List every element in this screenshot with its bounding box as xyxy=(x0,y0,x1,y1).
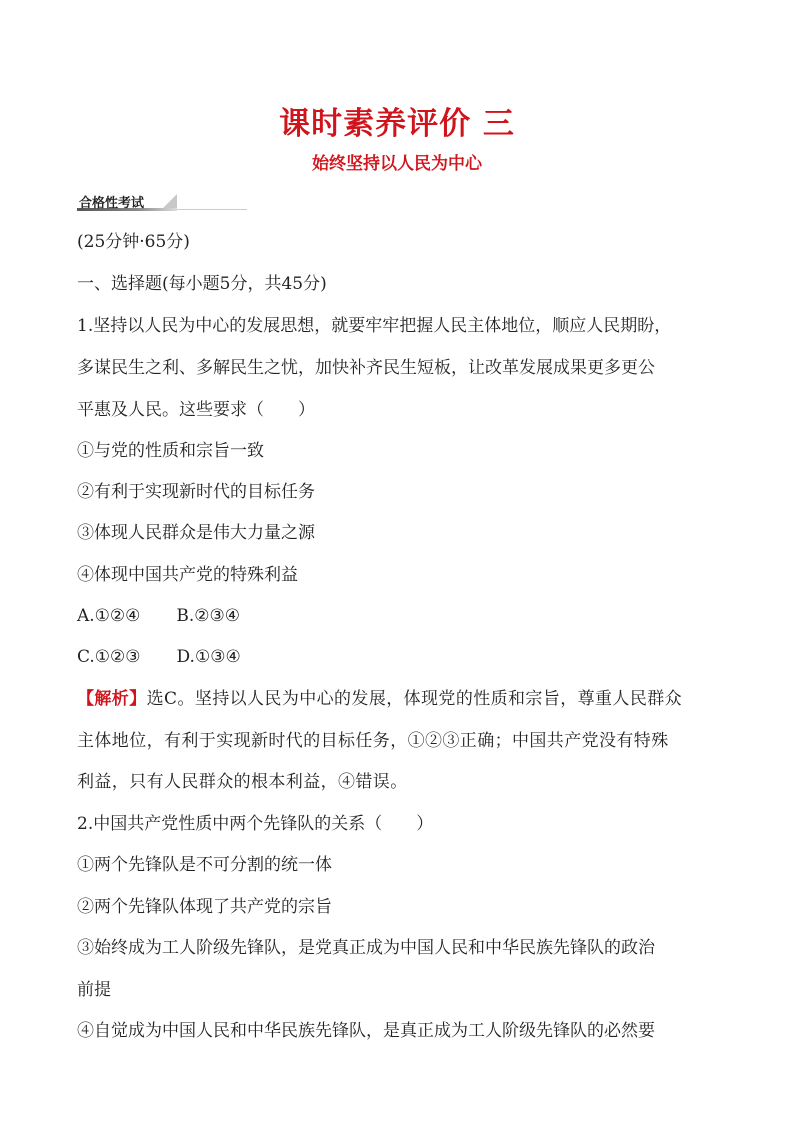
section-header-rule xyxy=(177,209,247,210)
q1-item-1: ①与党的性质和宗旨一致 xyxy=(77,441,264,461)
q1-option-d: D.①③④ xyxy=(176,647,241,667)
q2-item-1: ①两个先锋队是不可分割的统一体 xyxy=(77,855,332,875)
q2-item-4: ④自觉成为中国人民和中华民族先锋队，是真正成为工人阶级先锋队的必然要 xyxy=(77,1021,655,1041)
q1-stem-line-3: 平惠及人民。这些要求（ ） xyxy=(77,400,315,420)
q1-item-2: ②有利于实现新时代的目标任务 xyxy=(77,482,315,502)
q2-stem: 2.中国共产党性质中两个先锋队的关系（ ） xyxy=(77,814,434,834)
section-header-decoration xyxy=(163,194,177,208)
section-label: 合格性考试 xyxy=(79,196,145,211)
q1-item-3: ③体现人民群众是伟大力量之源 xyxy=(77,523,315,543)
q1-options-row-2 xyxy=(77,645,727,669)
q1-analysis-line-2: 主体地位，有利于实现新时代的目标任务，①②③正确；中国共产党没有特殊 xyxy=(77,731,669,751)
q1-option-b: B.②③④ xyxy=(176,606,241,626)
q1-stem-line-1: 1.坚持以人民为中心的发展思想，就要牢牢把握人民主体地位，顺应人民期盼， xyxy=(77,316,672,336)
part-title: 一、选择题(每小题5分，共45分) xyxy=(77,274,327,294)
page-subtitle: 始终坚持以人民为中心 xyxy=(312,154,482,174)
analysis-tag: 【解析】 xyxy=(77,689,147,709)
time-score: (25分钟·65分) xyxy=(77,232,190,252)
q1-analysis-line-1 xyxy=(77,687,727,711)
q1-option-a: A.①②④ xyxy=(77,606,141,626)
q2-item-2: ②两个先锋队体现了共产党的宗旨 xyxy=(77,897,332,917)
q2-item-3-line-1: ③始终成为工人阶级先锋队，是党真正成为中国人民和中华民族先锋队的政治 xyxy=(77,938,655,958)
q1-analysis-text-1: 选C。坚持以人民为中心的发展，体现党的性质和宗旨，尊重人民群众 xyxy=(146,689,683,709)
q1-analysis-line-3: 利益，只有人民群众的根本利益，④错误。 xyxy=(77,772,408,792)
q1-item-4: ④体现中国共产党的特殊利益 xyxy=(77,565,298,585)
q1-option-c: C.①②③ xyxy=(77,647,141,667)
page-title: 课时素养评价 三 xyxy=(279,106,515,142)
q2-item-3-line-2: 前提 xyxy=(77,980,111,1000)
section-header xyxy=(77,192,182,209)
q1-options-row-1 xyxy=(77,604,727,628)
q1-stem-line-2: 多谋民生之利、多解民生之忧，加快补齐民生短板，让改革发展成果更多更公 xyxy=(77,358,655,378)
